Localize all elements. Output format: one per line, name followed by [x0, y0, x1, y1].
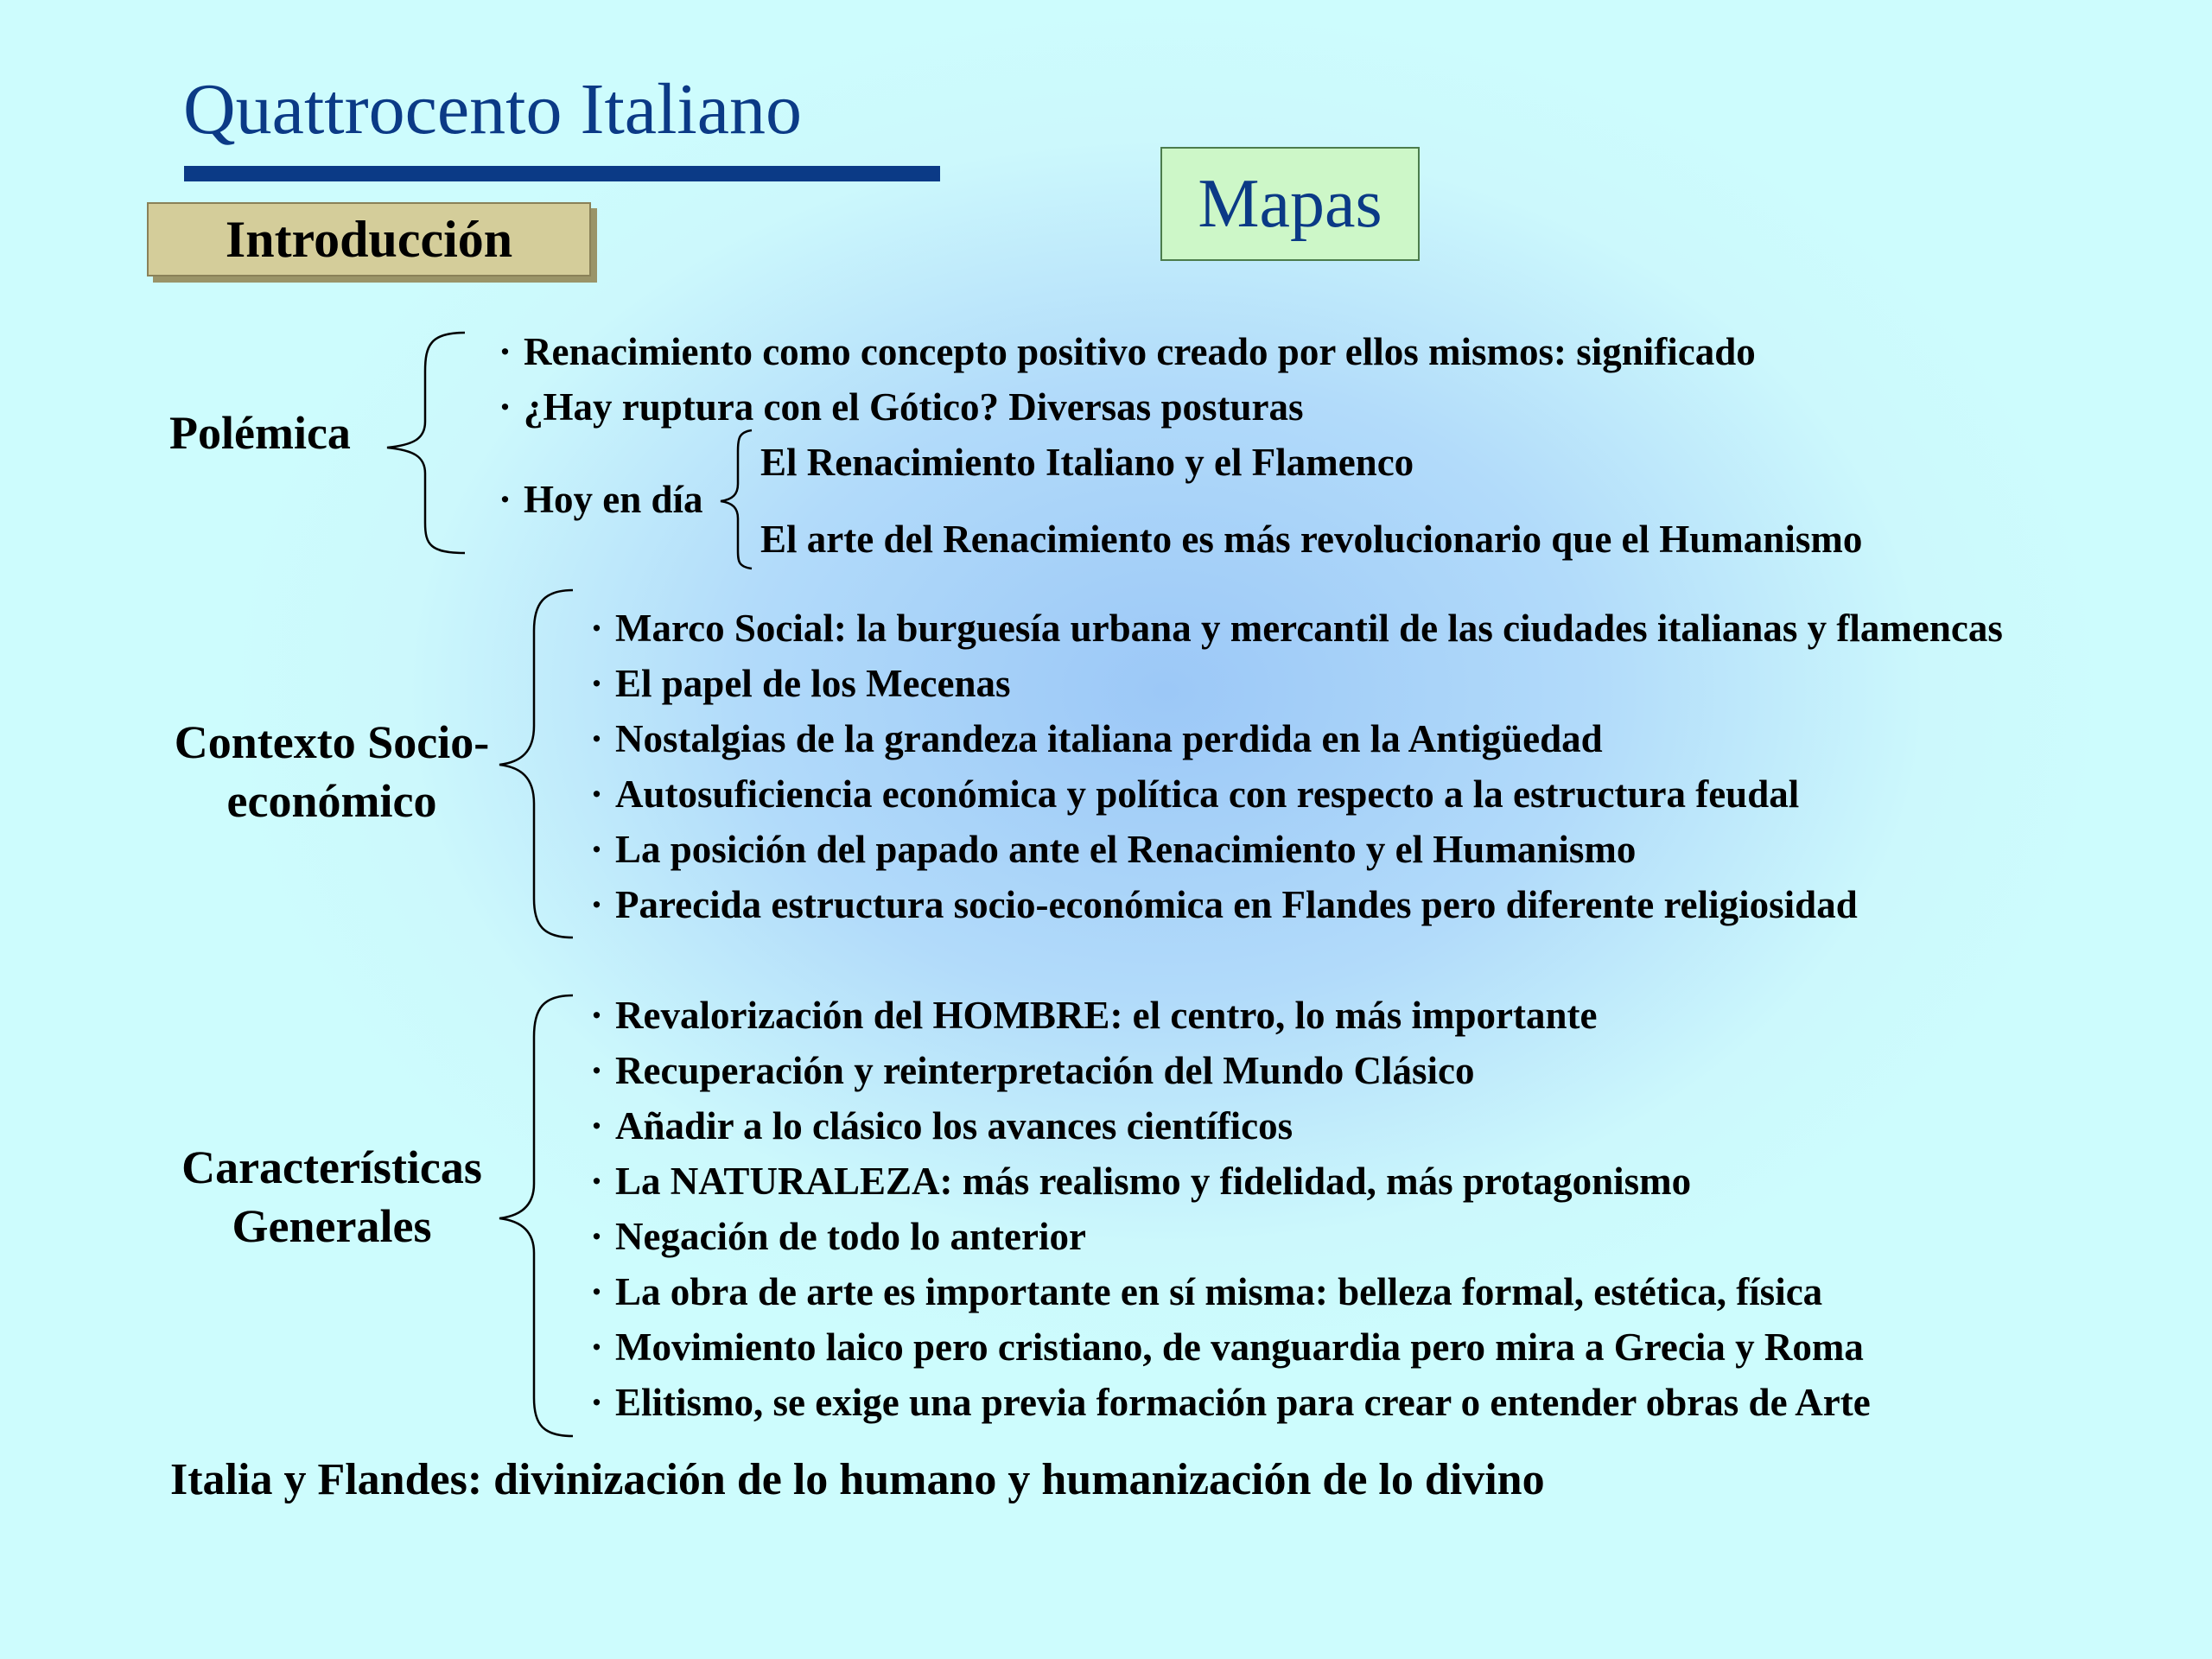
bullet: ·: [590, 828, 604, 871]
caracteristicas-item: [590, 1325, 1864, 1369]
bullet: ·: [499, 385, 512, 429]
caracteristicas-item-text: Revalorización del HOMBRE: el centro, lo más importante: [615, 994, 1598, 1037]
caracteristicas-item-text: Añadir a lo clásico los avances científicos: [615, 1104, 1294, 1147]
polemica-item: [499, 385, 1304, 429]
bullet: ·: [590, 1049, 604, 1092]
polemica-item: [499, 330, 1756, 373]
maps-button-label: Mapas: [1198, 165, 1382, 242]
bullet: ·: [590, 1215, 604, 1258]
contexto-item: [590, 883, 1858, 926]
caracteristicas-label-line1: Características: [181, 1141, 482, 1193]
contexto-label-line1: Contexto Socio-: [174, 716, 490, 768]
caracteristicas-item: [590, 1049, 1475, 1092]
bullet: ·: [590, 994, 604, 1037]
bullet: ·: [590, 1325, 604, 1369]
bullet: ·: [499, 330, 512, 373]
polemica-item-text: Hoy en día: [524, 478, 703, 521]
caracteristicas-item-text: La NATURALEZA: más realismo y fidelidad, más protagonismo: [615, 1160, 1692, 1203]
caracteristicas-item: [590, 1104, 1294, 1147]
caracteristicas-item: [590, 1383, 1871, 1422]
bullet: ·: [590, 883, 604, 926]
caracteristicas-label: [164, 1138, 499, 1255]
page-title: Quattrocento Italiano: [183, 69, 803, 149]
contexto-item-text: Autosuficiencia económica y política con respecto a la estructura feudal: [615, 772, 1800, 816]
bullet: ·: [499, 478, 512, 521]
contexto-item: [590, 664, 1011, 703]
intro-button-label: Introducción: [225, 210, 513, 268]
polemica-subitem: El Renacimiento Italiano y el Flamenco: [760, 441, 1414, 484]
contexto-item-text: El papel de los Mecenas: [615, 662, 1011, 705]
contexto-item-text: Nostalgias de la grandeza italiana perdida en la Antigüedad: [615, 717, 1603, 760]
footer-statement: Italia y Flandes: divinización de lo humano y humanización de lo divino: [170, 1455, 1545, 1504]
bullet: ·: [590, 717, 604, 760]
caracteristicas-item-text: Elitismo, se exige una previa formación para crear o entender obras de Arte: [615, 1381, 1871, 1424]
polemica-subitem: El arte del Renacimiento es más revolucionario que el Humanismo: [760, 518, 1863, 561]
contexto-brace: [499, 590, 573, 938]
contexto-item: [590, 830, 1636, 869]
bullet: ·: [590, 1270, 604, 1313]
caracteristicas-item: [590, 996, 1598, 1035]
caracteristicas-item: [590, 1270, 1823, 1313]
polemica-label: Polémica: [169, 407, 351, 459]
contexto-item-text: La posición del papado ante el Renacimiento y el Humanismo: [615, 828, 1637, 871]
caracteristicas-item-text: Negación de todo lo anterior: [615, 1215, 1086, 1258]
bullet: ·: [590, 1104, 604, 1147]
contexto-label-line2: económico: [226, 775, 437, 827]
caracteristicas-brace: [499, 995, 573, 1436]
contexto-item: [590, 717, 1603, 760]
polemica-item: [499, 480, 703, 519]
polemica-brace: [387, 333, 465, 553]
contexto-item-text: Marco Social: la burguesía urbana y mercantil de las ciudades italianas y flamencas: [615, 607, 2003, 650]
bullet: ·: [590, 1381, 604, 1424]
caracteristicas-item-text: La obra de arte es importante en sí misma: belleza formal, estética, física: [615, 1270, 1823, 1313]
contexto-item: [590, 609, 2003, 648]
bullet: ·: [590, 1160, 604, 1203]
caracteristicas-label-line2: Generales: [232, 1200, 432, 1252]
polemica-item-text: ¿Hay ruptura con el Gótico? Diversas posturas: [524, 385, 1304, 429]
caracteristicas-item-text: Recuperación y reinterpretación del Mundo Clásico: [615, 1049, 1475, 1092]
caracteristicas-item: [590, 1217, 1086, 1256]
caracteristicas-item-text: Movimiento laico pero cristiano, de vanguardia pero mira a Grecia y Roma: [615, 1325, 1864, 1369]
contexto-item: [590, 772, 1800, 816]
polemica-item-text: Renacimiento como concepto positivo creado por ellos mismos: significado: [524, 330, 1756, 373]
bullet: ·: [590, 662, 604, 705]
contexto-item-text: Parecida estructura socio-económica en Flandes pero diferente religiosidad: [615, 883, 1858, 926]
caracteristicas-item: [590, 1162, 1691, 1201]
bullet: ·: [590, 607, 604, 650]
bullet: ·: [590, 772, 604, 816]
hoy-en-dia-brace: [721, 430, 752, 569]
contexto-label: [164, 713, 499, 830]
